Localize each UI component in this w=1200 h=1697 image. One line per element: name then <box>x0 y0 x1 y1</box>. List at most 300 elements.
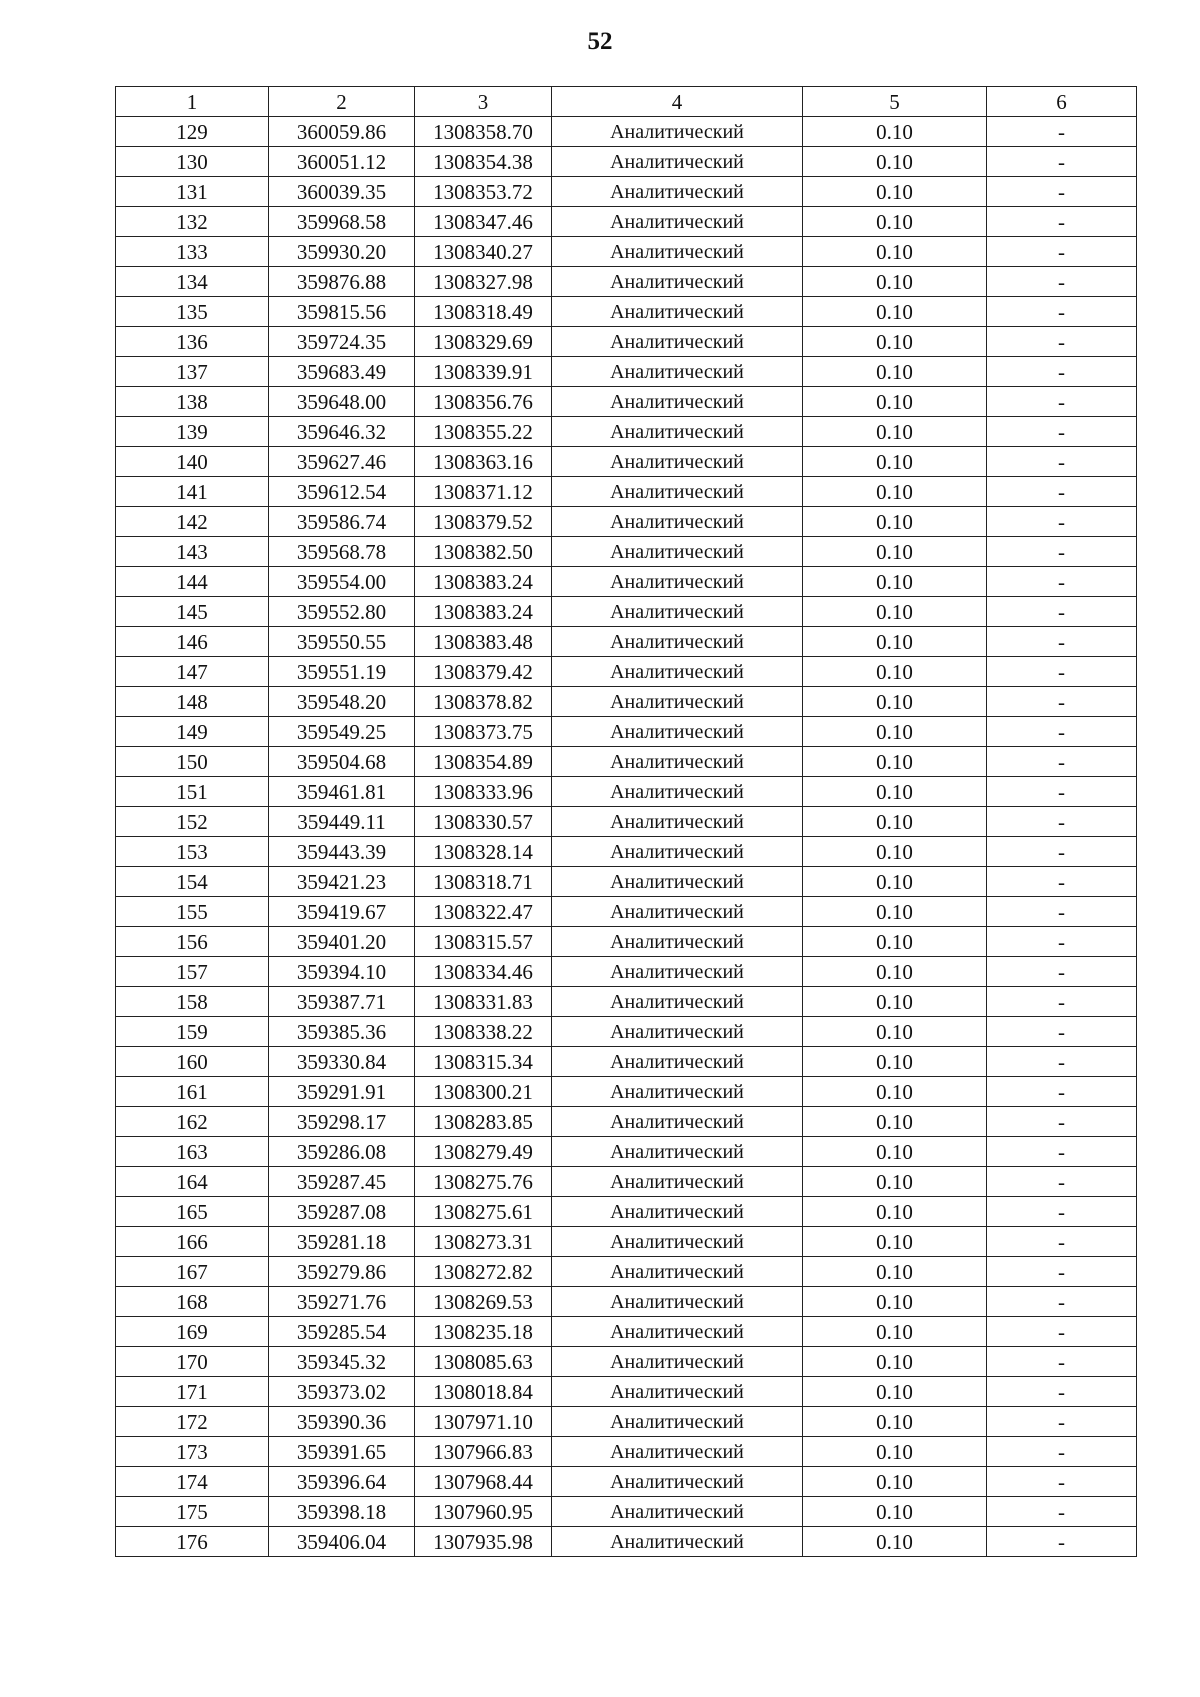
table-row <box>116 1137 1137 1167</box>
method-cell: Аналитический <box>552 717 803 747</box>
point-number-cell: 133 <box>116 237 269 267</box>
note-cell: - <box>987 687 1137 717</box>
method-cell: Аналитический <box>552 1017 803 1047</box>
point-number-cell: 149 <box>116 717 269 747</box>
note-cell: - <box>987 747 1137 777</box>
table-row <box>116 567 1137 597</box>
accuracy-cell: 0.10 <box>803 1077 987 1107</box>
note-cell: - <box>987 627 1137 657</box>
note-cell: - <box>987 657 1137 687</box>
y-coordinate-cell: 1308383.48 <box>415 627 552 657</box>
note-cell: - <box>987 1197 1137 1227</box>
y-coordinate-cell: 1308333.96 <box>415 777 552 807</box>
x-coordinate-cell: 359396.64 <box>269 1467 415 1497</box>
point-number-cell: 152 <box>116 807 269 837</box>
method-cell: Аналитический <box>552 477 803 507</box>
note-cell: - <box>987 1167 1137 1197</box>
method-cell: Аналитический <box>552 1527 803 1557</box>
x-coordinate-cell: 359461.81 <box>269 777 415 807</box>
x-coordinate-cell: 359330.84 <box>269 1047 415 1077</box>
table-row <box>116 297 1137 327</box>
point-number-cell: 144 <box>116 567 269 597</box>
note-cell: - <box>987 447 1137 477</box>
note-cell: - <box>987 897 1137 927</box>
table-row <box>116 927 1137 957</box>
note-cell: - <box>987 1287 1137 1317</box>
x-coordinate-cell: 360051.12 <box>269 147 415 177</box>
point-number-cell: 170 <box>116 1347 269 1377</box>
table-row <box>116 1077 1137 1107</box>
y-coordinate-cell: 1308355.22 <box>415 417 552 447</box>
y-coordinate-cell: 1308272.82 <box>415 1257 552 1287</box>
method-cell: Аналитический <box>552 927 803 957</box>
method-cell: Аналитический <box>552 777 803 807</box>
note-cell: - <box>987 1257 1137 1287</box>
method-cell: Аналитический <box>552 1287 803 1317</box>
note-cell: - <box>987 1437 1137 1467</box>
method-cell: Аналитический <box>552 807 803 837</box>
header-col-1: 1 <box>116 87 269 117</box>
accuracy-cell: 0.10 <box>803 987 987 1017</box>
x-coordinate-cell: 359648.00 <box>269 387 415 417</box>
accuracy-cell: 0.10 <box>803 1167 987 1197</box>
accuracy-cell: 0.10 <box>803 1287 987 1317</box>
point-number-cell: 141 <box>116 477 269 507</box>
x-coordinate-cell: 359627.46 <box>269 447 415 477</box>
y-coordinate-cell: 1307935.98 <box>415 1527 552 1557</box>
accuracy-cell: 0.10 <box>803 627 987 657</box>
method-cell: Аналитический <box>552 627 803 657</box>
accuracy-cell: 0.10 <box>803 147 987 177</box>
method-cell: Аналитический <box>552 1317 803 1347</box>
method-cell: Аналитический <box>552 207 803 237</box>
x-coordinate-cell: 359419.67 <box>269 897 415 927</box>
table-row <box>116 177 1137 207</box>
table-row <box>116 447 1137 477</box>
x-coordinate-cell: 359815.56 <box>269 297 415 327</box>
method-cell: Аналитический <box>552 177 803 207</box>
point-number-cell: 131 <box>116 177 269 207</box>
y-coordinate-cell: 1308300.21 <box>415 1077 552 1107</box>
y-coordinate-cell: 1308354.38 <box>415 147 552 177</box>
accuracy-cell: 0.10 <box>803 1047 987 1077</box>
header-col-3: 3 <box>415 87 552 117</box>
method-cell: Аналитический <box>552 987 803 1017</box>
accuracy-cell: 0.10 <box>803 1497 987 1527</box>
point-number-cell: 167 <box>116 1257 269 1287</box>
x-coordinate-cell: 359391.65 <box>269 1437 415 1467</box>
method-cell: Аналитический <box>552 747 803 777</box>
x-coordinate-cell: 359549.25 <box>269 717 415 747</box>
accuracy-cell: 0.10 <box>803 117 987 147</box>
method-cell: Аналитический <box>552 1257 803 1287</box>
point-number-cell: 137 <box>116 357 269 387</box>
y-coordinate-cell: 1308275.61 <box>415 1197 552 1227</box>
point-number-cell: 134 <box>116 267 269 297</box>
table-row <box>116 1257 1137 1287</box>
point-number-cell: 154 <box>116 867 269 897</box>
x-coordinate-cell: 359373.02 <box>269 1377 415 1407</box>
point-number-cell: 145 <box>116 597 269 627</box>
y-coordinate-cell: 1308279.49 <box>415 1137 552 1167</box>
note-cell: - <box>987 1347 1137 1377</box>
note-cell: - <box>987 477 1137 507</box>
note-cell: - <box>987 387 1137 417</box>
accuracy-cell: 0.10 <box>803 1107 987 1137</box>
y-coordinate-cell: 1308330.57 <box>415 807 552 837</box>
method-cell: Аналитический <box>552 657 803 687</box>
note-cell: - <box>987 957 1137 987</box>
x-coordinate-cell: 359550.55 <box>269 627 415 657</box>
x-coordinate-cell: 359285.54 <box>269 1317 415 1347</box>
note-cell: - <box>987 597 1137 627</box>
table-row <box>116 657 1137 687</box>
note-cell: - <box>987 237 1137 267</box>
accuracy-cell: 0.10 <box>803 777 987 807</box>
table-row <box>116 717 1137 747</box>
accuracy-cell: 0.10 <box>803 1437 987 1467</box>
accuracy-cell: 0.10 <box>803 447 987 477</box>
y-coordinate-cell: 1308318.71 <box>415 867 552 897</box>
note-cell: - <box>987 1467 1137 1497</box>
note-cell: - <box>987 357 1137 387</box>
method-cell: Аналитический <box>552 867 803 897</box>
x-coordinate-cell: 359554.00 <box>269 567 415 597</box>
note-cell: - <box>987 1137 1137 1167</box>
y-coordinate-cell: 1308339.91 <box>415 357 552 387</box>
point-number-cell: 130 <box>116 147 269 177</box>
point-number-cell: 168 <box>116 1287 269 1317</box>
point-number-cell: 160 <box>116 1047 269 1077</box>
x-coordinate-cell: 359876.88 <box>269 267 415 297</box>
point-number-cell: 155 <box>116 897 269 927</box>
y-coordinate-cell: 1308283.85 <box>415 1107 552 1137</box>
note-cell: - <box>987 1407 1137 1437</box>
x-coordinate-cell: 359504.68 <box>269 747 415 777</box>
header-col-2: 2 <box>269 87 415 117</box>
x-coordinate-cell: 359724.35 <box>269 327 415 357</box>
y-coordinate-cell: 1308269.53 <box>415 1287 552 1317</box>
x-coordinate-cell: 359298.17 <box>269 1107 415 1137</box>
method-cell: Аналитический <box>552 447 803 477</box>
y-coordinate-cell: 1308085.63 <box>415 1347 552 1377</box>
y-coordinate-cell: 1308358.70 <box>415 117 552 147</box>
x-coordinate-cell: 359683.49 <box>269 357 415 387</box>
method-cell: Аналитический <box>552 897 803 927</box>
y-coordinate-cell: 1308018.84 <box>415 1377 552 1407</box>
note-cell: - <box>987 1497 1137 1527</box>
x-coordinate-cell: 359286.08 <box>269 1137 415 1167</box>
accuracy-cell: 0.10 <box>803 927 987 957</box>
table-row <box>116 597 1137 627</box>
table-row <box>116 1407 1137 1437</box>
note-cell: - <box>987 1227 1137 1257</box>
coordinates-table <box>115 86 1137 1557</box>
x-coordinate-cell: 359291.91 <box>269 1077 415 1107</box>
accuracy-cell: 0.10 <box>803 567 987 597</box>
point-number-cell: 163 <box>116 1137 269 1167</box>
accuracy-cell: 0.10 <box>803 867 987 897</box>
method-cell: Аналитический <box>552 1347 803 1377</box>
method-cell: Аналитический <box>552 237 803 267</box>
y-coordinate-cell: 1308331.83 <box>415 987 552 1017</box>
y-coordinate-cell: 1308322.47 <box>415 897 552 927</box>
table-row <box>116 267 1137 297</box>
table-row <box>116 1167 1137 1197</box>
accuracy-cell: 0.10 <box>803 1377 987 1407</box>
accuracy-cell: 0.10 <box>803 897 987 927</box>
y-coordinate-cell: 1308354.89 <box>415 747 552 777</box>
note-cell: - <box>987 207 1137 237</box>
point-number-cell: 158 <box>116 987 269 1017</box>
table-row <box>116 1107 1137 1137</box>
point-number-cell: 176 <box>116 1527 269 1557</box>
x-coordinate-cell: 359443.39 <box>269 837 415 867</box>
table-row <box>116 1047 1137 1077</box>
x-coordinate-cell: 360039.35 <box>269 177 415 207</box>
y-coordinate-cell: 1307960.95 <box>415 1497 552 1527</box>
note-cell: - <box>987 537 1137 567</box>
table-row <box>116 1347 1137 1377</box>
table-row <box>116 207 1137 237</box>
y-coordinate-cell: 1308347.46 <box>415 207 552 237</box>
y-coordinate-cell: 1308334.46 <box>415 957 552 987</box>
y-coordinate-cell: 1308353.72 <box>415 177 552 207</box>
header-col-6: 6 <box>987 87 1137 117</box>
method-cell: Аналитический <box>552 1407 803 1437</box>
note-cell: - <box>987 267 1137 297</box>
x-coordinate-cell: 359394.10 <box>269 957 415 987</box>
point-number-cell: 142 <box>116 507 269 537</box>
note-cell: - <box>987 987 1137 1017</box>
note-cell: - <box>987 1077 1137 1107</box>
method-cell: Аналитический <box>552 507 803 537</box>
accuracy-cell: 0.10 <box>803 1467 987 1497</box>
table-row <box>116 417 1137 447</box>
note-cell: - <box>987 417 1137 447</box>
accuracy-cell: 0.10 <box>803 537 987 567</box>
point-number-cell: 132 <box>116 207 269 237</box>
page-number: 52 <box>587 28 613 55</box>
table-row <box>116 1527 1137 1557</box>
table-row <box>116 627 1137 657</box>
method-cell: Аналитический <box>552 267 803 297</box>
point-number-cell: 148 <box>116 687 269 717</box>
accuracy-cell: 0.10 <box>803 357 987 387</box>
method-cell: Аналитический <box>552 957 803 987</box>
y-coordinate-cell: 1308235.18 <box>415 1317 552 1347</box>
method-cell: Аналитический <box>552 297 803 327</box>
accuracy-cell: 0.10 <box>803 477 987 507</box>
accuracy-cell: 0.10 <box>803 1347 987 1377</box>
y-coordinate-cell: 1308383.24 <box>415 597 552 627</box>
table-row <box>116 477 1137 507</box>
x-coordinate-cell: 360059.86 <box>269 117 415 147</box>
table-row <box>116 747 1137 777</box>
table-row <box>116 237 1137 267</box>
table-row <box>116 147 1137 177</box>
y-coordinate-cell: 1308273.31 <box>415 1227 552 1257</box>
note-cell: - <box>987 1317 1137 1347</box>
method-cell: Аналитический <box>552 837 803 867</box>
point-number-cell: 159 <box>116 1017 269 1047</box>
method-cell: Аналитический <box>552 1107 803 1137</box>
point-number-cell: 153 <box>116 837 269 867</box>
note-cell: - <box>987 117 1137 147</box>
note-cell: - <box>987 717 1137 747</box>
x-coordinate-cell: 359345.32 <box>269 1347 415 1377</box>
accuracy-cell: 0.10 <box>803 957 987 987</box>
accuracy-cell: 0.10 <box>803 1137 987 1167</box>
table-body <box>116 117 1137 1557</box>
note-cell: - <box>987 507 1137 537</box>
accuracy-cell: 0.10 <box>803 1257 987 1287</box>
x-coordinate-cell: 359548.20 <box>269 687 415 717</box>
x-coordinate-cell: 359586.74 <box>269 507 415 537</box>
note-cell: - <box>987 1377 1137 1407</box>
note-cell: - <box>987 777 1137 807</box>
method-cell: Аналитический <box>552 687 803 717</box>
method-cell: Аналитический <box>552 1227 803 1257</box>
point-number-cell: 146 <box>116 627 269 657</box>
accuracy-cell: 0.10 <box>803 807 987 837</box>
header-col-4: 4 <box>552 87 803 117</box>
table-row <box>116 1437 1137 1467</box>
x-coordinate-cell: 359281.18 <box>269 1227 415 1257</box>
note-cell: - <box>987 297 1137 327</box>
x-coordinate-cell: 359398.18 <box>269 1497 415 1527</box>
x-coordinate-cell: 359930.20 <box>269 237 415 267</box>
table-row <box>116 1017 1137 1047</box>
accuracy-cell: 0.10 <box>803 417 987 447</box>
y-coordinate-cell: 1308329.69 <box>415 327 552 357</box>
note-cell: - <box>987 837 1137 867</box>
accuracy-cell: 0.10 <box>803 1197 987 1227</box>
point-number-cell: 169 <box>116 1317 269 1347</box>
x-coordinate-cell: 359385.36 <box>269 1017 415 1047</box>
x-coordinate-cell: 359406.04 <box>269 1527 415 1557</box>
y-coordinate-cell: 1308356.76 <box>415 387 552 417</box>
note-cell: - <box>987 147 1137 177</box>
accuracy-cell: 0.10 <box>803 267 987 297</box>
y-coordinate-cell: 1308328.14 <box>415 837 552 867</box>
point-number-cell: 139 <box>116 417 269 447</box>
method-cell: Аналитический <box>552 387 803 417</box>
method-cell: Аналитический <box>552 147 803 177</box>
table-row <box>116 1377 1137 1407</box>
table-row <box>116 507 1137 537</box>
x-coordinate-cell: 359968.58 <box>269 207 415 237</box>
note-cell: - <box>987 1527 1137 1557</box>
point-number-cell: 161 <box>116 1077 269 1107</box>
y-coordinate-cell: 1308327.98 <box>415 267 552 297</box>
point-number-cell: 150 <box>116 747 269 777</box>
accuracy-cell: 0.10 <box>803 657 987 687</box>
method-cell: Аналитический <box>552 537 803 567</box>
method-cell: Аналитический <box>552 357 803 387</box>
accuracy-cell: 0.10 <box>803 207 987 237</box>
point-number-cell: 147 <box>116 657 269 687</box>
method-cell: Аналитический <box>552 1077 803 1107</box>
y-coordinate-cell: 1308318.49 <box>415 297 552 327</box>
accuracy-cell: 0.10 <box>803 1407 987 1437</box>
table-row <box>116 807 1137 837</box>
point-number-cell: 156 <box>116 927 269 957</box>
accuracy-cell: 0.10 <box>803 177 987 207</box>
note-cell: - <box>987 567 1137 597</box>
y-coordinate-cell: 1307966.83 <box>415 1437 552 1467</box>
table-row <box>116 1497 1137 1527</box>
point-number-cell: 172 <box>116 1407 269 1437</box>
accuracy-cell: 0.10 <box>803 387 987 417</box>
y-coordinate-cell: 1308340.27 <box>415 237 552 267</box>
x-coordinate-cell: 359390.36 <box>269 1407 415 1437</box>
x-coordinate-cell: 359552.80 <box>269 597 415 627</box>
note-cell: - <box>987 327 1137 357</box>
method-cell: Аналитический <box>552 1377 803 1407</box>
point-number-cell: 135 <box>116 297 269 327</box>
table-row <box>116 537 1137 567</box>
accuracy-cell: 0.10 <box>803 717 987 747</box>
method-cell: Аналитический <box>552 597 803 627</box>
table-row <box>116 387 1137 417</box>
table-row <box>116 987 1137 1017</box>
y-coordinate-cell: 1308379.52 <box>415 507 552 537</box>
y-coordinate-cell: 1308379.42 <box>415 657 552 687</box>
note-cell: - <box>987 1047 1137 1077</box>
table-row <box>116 1287 1137 1317</box>
point-number-cell: 151 <box>116 777 269 807</box>
x-coordinate-cell: 359449.11 <box>269 807 415 837</box>
table-row <box>116 1227 1137 1257</box>
note-cell: - <box>987 1017 1137 1047</box>
table-row <box>116 1467 1137 1497</box>
table-row <box>116 957 1137 987</box>
y-coordinate-cell: 1308383.24 <box>415 567 552 597</box>
point-number-cell: 129 <box>116 117 269 147</box>
y-coordinate-cell: 1307968.44 <box>415 1467 552 1497</box>
y-coordinate-cell: 1308338.22 <box>415 1017 552 1047</box>
accuracy-cell: 0.10 <box>803 297 987 327</box>
accuracy-cell: 0.10 <box>803 597 987 627</box>
table-row <box>116 837 1137 867</box>
point-number-cell: 171 <box>116 1377 269 1407</box>
point-number-cell: 174 <box>116 1467 269 1497</box>
point-number-cell: 173 <box>116 1437 269 1467</box>
point-number-cell: 162 <box>116 1107 269 1137</box>
accuracy-cell: 0.10 <box>803 327 987 357</box>
y-coordinate-cell: 1308275.76 <box>415 1167 552 1197</box>
table-row <box>116 327 1137 357</box>
table-row <box>116 117 1137 147</box>
note-cell: - <box>987 927 1137 957</box>
x-coordinate-cell: 359568.78 <box>269 537 415 567</box>
table-row <box>116 687 1137 717</box>
table-header-row <box>116 87 1137 117</box>
note-cell: - <box>987 177 1137 207</box>
method-cell: Аналитический <box>552 1137 803 1167</box>
accuracy-cell: 0.10 <box>803 1317 987 1347</box>
method-cell: Аналитический <box>552 1047 803 1077</box>
point-number-cell: 166 <box>116 1227 269 1257</box>
table-row <box>116 357 1137 387</box>
note-cell: - <box>987 807 1137 837</box>
y-coordinate-cell: 1307971.10 <box>415 1407 552 1437</box>
table-row <box>116 1197 1137 1227</box>
header-col-5: 5 <box>803 87 987 117</box>
y-coordinate-cell: 1308378.82 <box>415 687 552 717</box>
table-row <box>116 1317 1137 1347</box>
